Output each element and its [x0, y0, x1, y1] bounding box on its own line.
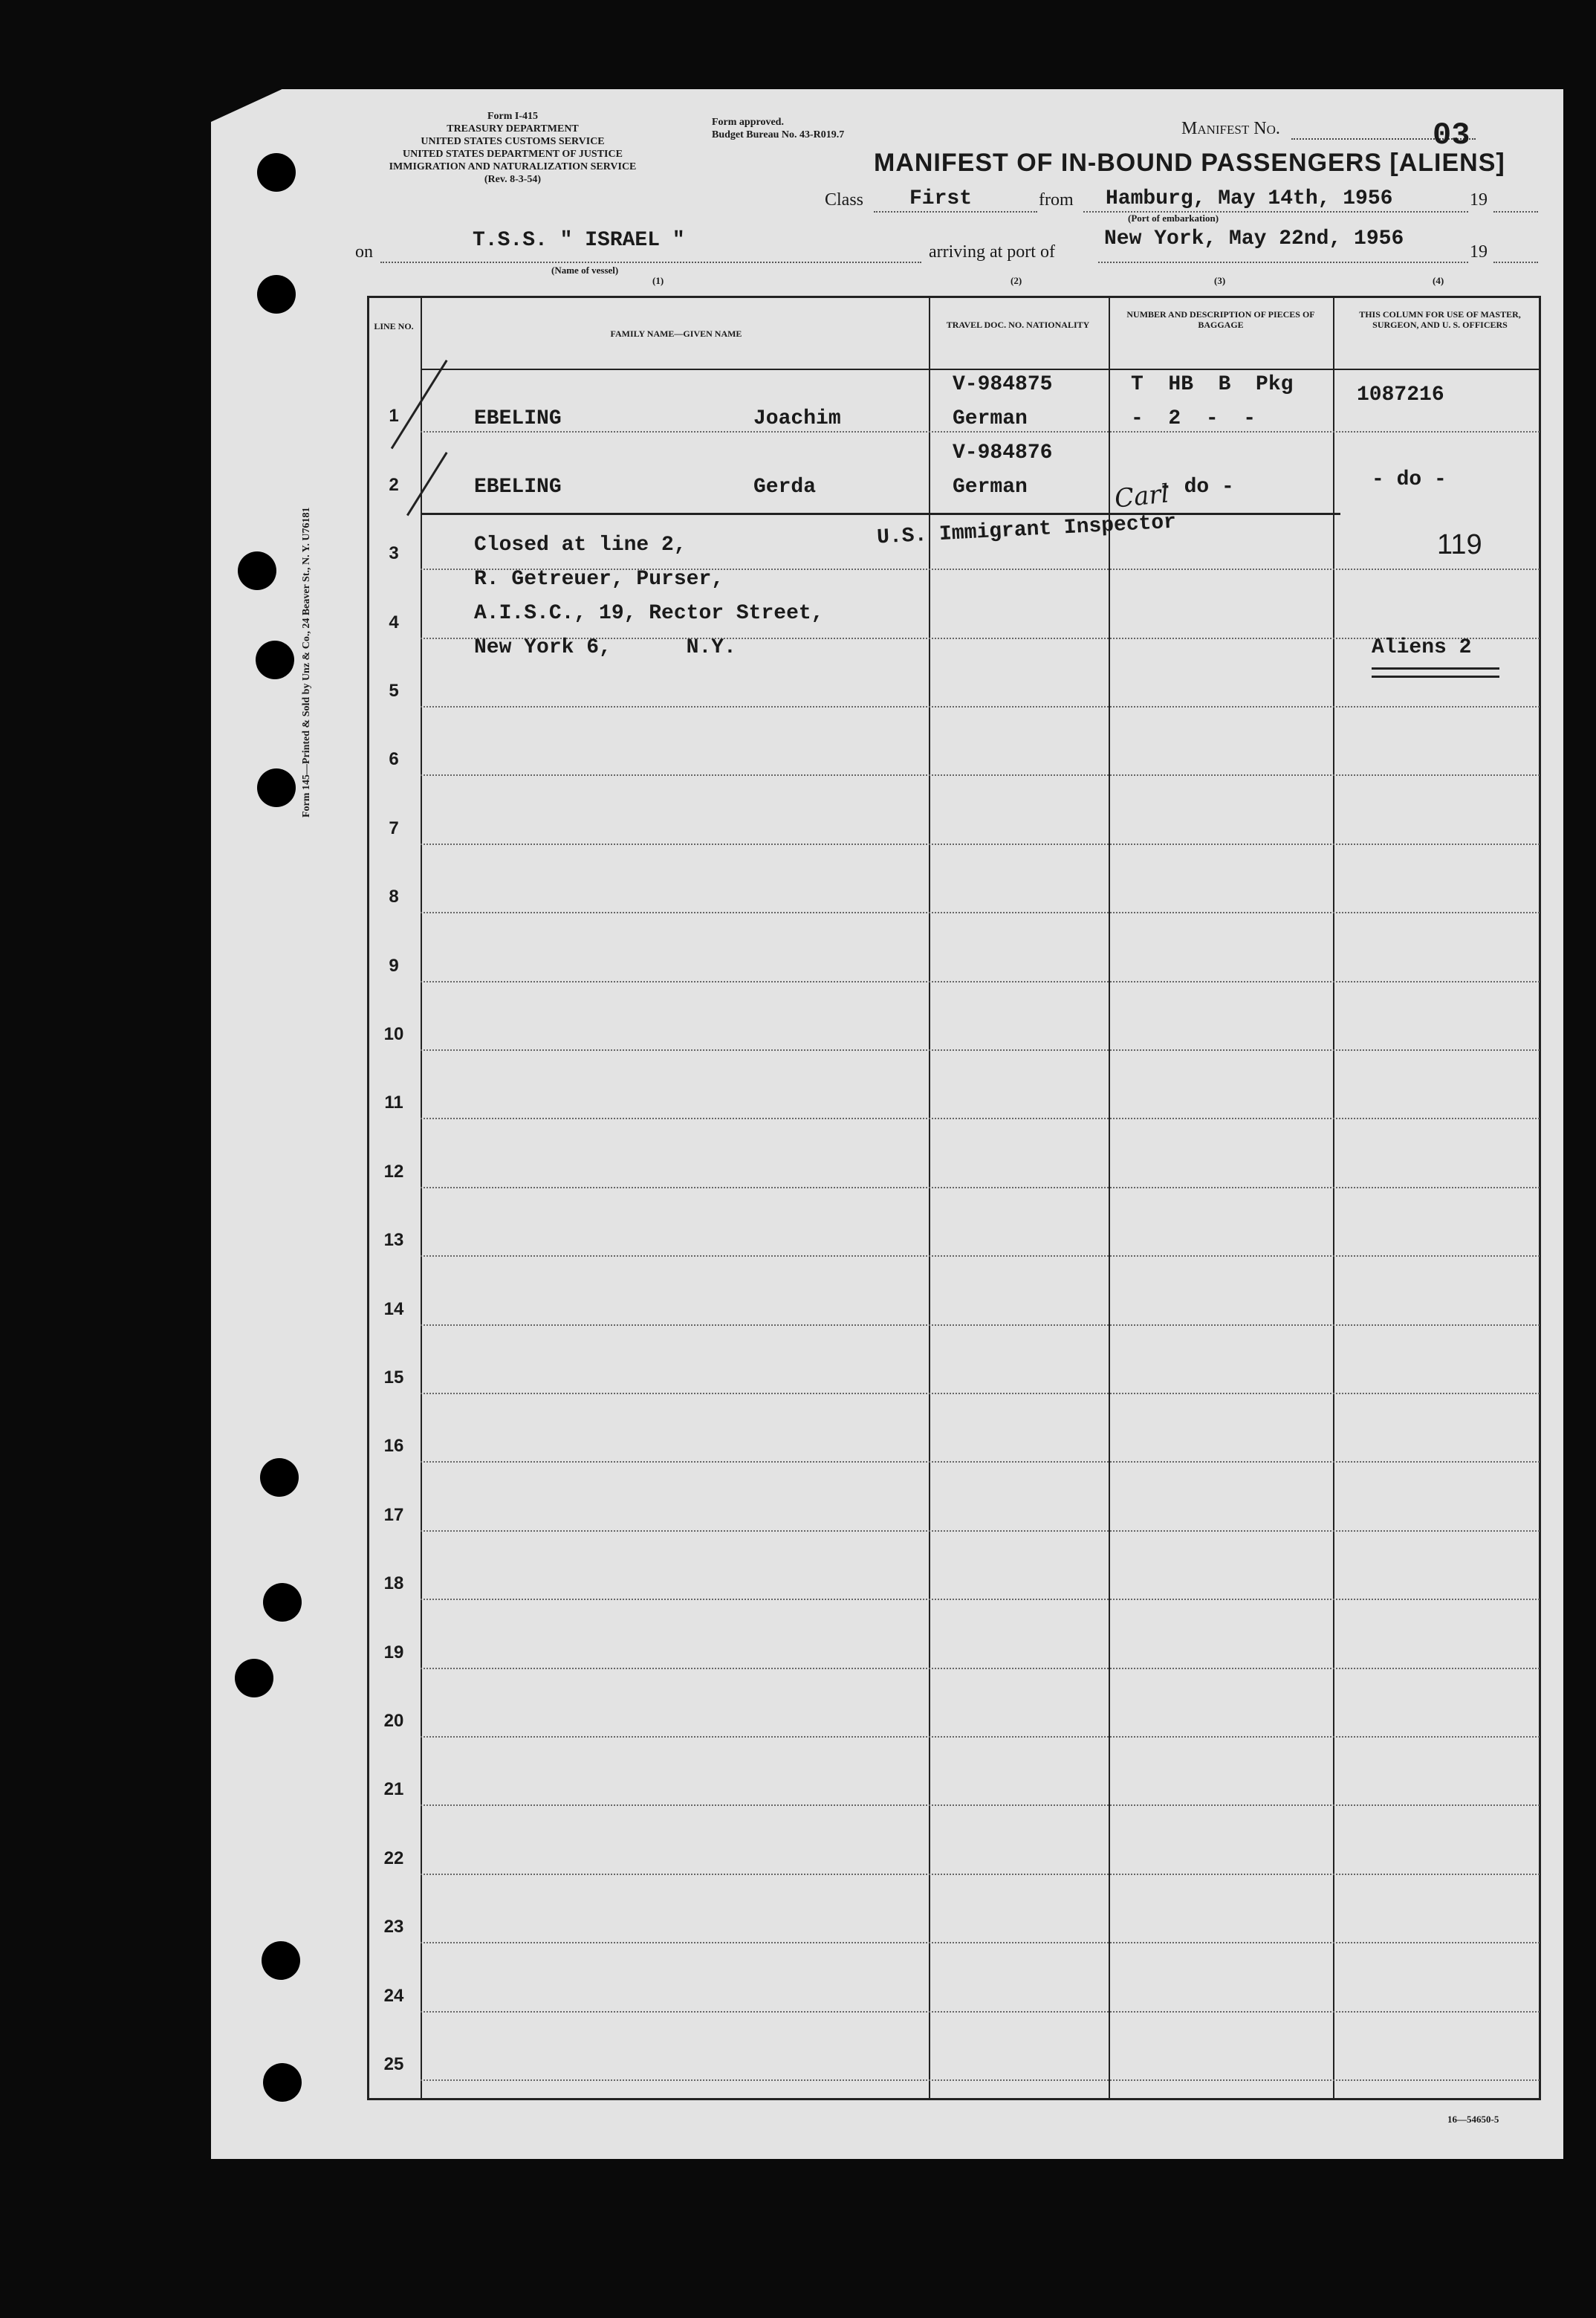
manifest-no-label: Manifest No. [1181, 119, 1280, 138]
row-rule [421, 706, 1540, 708]
year-dotline [1493, 211, 1538, 213]
row-rule [421, 1530, 1540, 1532]
port-note: (Port of embarkation) [1128, 213, 1219, 224]
col-header-line: LINE NO. [374, 321, 414, 331]
officer-ditto: - do - [1372, 468, 1447, 491]
baggage-count: - do - [1159, 476, 1234, 499]
col-num: (4) [1433, 275, 1444, 286]
line-number: 2 [389, 474, 399, 495]
closing-line: R. Getreuer, Purser, [474, 568, 724, 591]
given-name: Gerda [753, 476, 817, 499]
col-num: (1) [652, 275, 664, 286]
punch-hole [235, 1659, 273, 1697]
row-rule [421, 1461, 1540, 1463]
header-rule [421, 369, 1540, 370]
row-rule [421, 1187, 1540, 1188]
col-divider [421, 296, 422, 2100]
closing-line: A.I.S.C., 19, Rector Street, [474, 602, 824, 625]
travel-doc: V-984876 [953, 441, 1053, 464]
punch-hole [257, 768, 296, 807]
col-header-officers: THIS COLUMN FOR USE OF MASTER, SURGEON, AND U. S. OFFICERS [1359, 309, 1521, 330]
row-rule [421, 1599, 1540, 1600]
family-name: EBELING [474, 476, 562, 499]
from-value: Hamburg, May 14th, 1956 [1106, 187, 1393, 210]
inspector-title: U.S. Immigrant Inspector [876, 511, 1177, 550]
punch-hole [260, 1458, 299, 1497]
year-dotline [1493, 262, 1538, 263]
punch-hole [257, 275, 296, 314]
page-title: MANIFEST OF IN-BOUND PASSENGERS [ALIENS] [874, 149, 1505, 177]
form-approval: Form approved. Budget Bureau No. 43-R019.7 [712, 117, 845, 140]
punch-hole [256, 641, 294, 679]
col-divider [1333, 296, 1334, 2100]
line-number: 1 [389, 406, 399, 427]
line-number: 20 [383, 1711, 404, 1731]
col-header-travel: TRAVEL DOC. NO. NATIONALITY [946, 320, 1090, 330]
col-num: (3) [1214, 275, 1226, 286]
row-rule [421, 912, 1540, 913]
row-rule [421, 1255, 1540, 1257]
line-number: 5 [389, 681, 399, 701]
line-number: 19 [383, 1642, 404, 1663]
vessel-note: (Name of vessel) [551, 265, 619, 276]
row-rule [421, 1804, 1540, 1806]
baggage-types: T HB B Pkg [1131, 373, 1294, 396]
row-rule [421, 844, 1540, 845]
footer-code: 16—54650-5 [1447, 2114, 1499, 2125]
line-number: 10 [383, 1024, 404, 1044]
officer-count: 119 [1437, 529, 1482, 560]
line-number: 3 [389, 543, 399, 564]
line-number: 14 [383, 1298, 404, 1319]
baggage-count: - 2 - - [1131, 407, 1256, 430]
nationality: German [953, 476, 1028, 499]
row-rule [421, 1118, 1540, 1119]
col-header-name: FAMILY NAME—GIVEN NAME [610, 328, 742, 339]
line-number: 16 [383, 1436, 404, 1457]
inspector-signature: Carl [1113, 479, 1171, 514]
class-value: First [909, 187, 973, 210]
line-number: 15 [383, 1367, 404, 1388]
row-rule [421, 1874, 1540, 1875]
line-number: 22 [383, 1848, 404, 1868]
row-rule [421, 2079, 1540, 2081]
col-divider [929, 296, 930, 2100]
total-underline [1372, 667, 1499, 678]
nationality: German [953, 407, 1028, 430]
row-rule [421, 1736, 1540, 1738]
row-rule [421, 981, 1540, 982]
line-number: 9 [389, 955, 399, 976]
class-label: Class [825, 190, 864, 210]
officer-number: 1087216 [1357, 383, 1444, 407]
arrival-dotline [1098, 262, 1468, 263]
row-rule [421, 1668, 1540, 1669]
line-number: 8 [389, 887, 399, 907]
row-rule [421, 2011, 1540, 2013]
manifest-no: 03 [1433, 117, 1470, 153]
line-number: 4 [389, 612, 399, 632]
vessel-name: T.S.S. " ISRAEL " [473, 229, 685, 252]
arrival-value: New York, May 22nd, 1956 [1104, 227, 1404, 250]
side-imprint: Form 145—Printed & Sold by Unz & Co., 24 Beaver St., N. Y. U76181 [301, 507, 312, 818]
closing-rule [421, 513, 1340, 515]
closing-line: New York 6, N.Y. [474, 636, 736, 659]
col-num: (2) [1011, 275, 1022, 286]
row-rule [421, 774, 1540, 776]
line-number: 11 [384, 1092, 403, 1113]
line-number: 7 [389, 818, 399, 838]
department-header: Form I-415 TREASURY DEPARTMENT UNITED STATES CUSTOMS SERVICE UNITED STATES DEPARTMENT OF JUSTICE IMMIGRATION AND NATURALIZATION SERVICE (Rev. 8-3-54) [389, 111, 637, 185]
passenger-table [367, 296, 1541, 2100]
closing-line: Closed at line 2, [474, 534, 687, 557]
row-rule [421, 1942, 1540, 1943]
col-divider [1109, 296, 1110, 2100]
row-rule [421, 1324, 1540, 1326]
year-suffix: 19 [1470, 190, 1488, 210]
class-dotline [874, 211, 1037, 213]
line-number: 17 [383, 1504, 404, 1525]
vessel-dotline [380, 262, 921, 263]
line-number: 24 [383, 1985, 404, 2006]
punch-hole [263, 1583, 302, 1622]
punch-hole [238, 551, 276, 590]
given-name: Joachim [753, 407, 841, 430]
from-label: from [1039, 190, 1074, 210]
arriving-label: arriving at port of [929, 242, 1055, 262]
line-number: 21 [383, 1779, 404, 1800]
col-header-baggage: NUMBER AND DESCRIPTION OF PIECES OF BAGGAGE [1126, 309, 1315, 330]
row-rule [421, 431, 1540, 433]
aliens-total: Aliens 2 [1372, 636, 1472, 659]
row-rule [421, 1393, 1540, 1394]
travel-doc: V-984875 [953, 373, 1053, 396]
line-number: 25 [383, 2054, 404, 2074]
year-suffix: 19 [1470, 242, 1488, 262]
row-rule [421, 1049, 1540, 1051]
torn-corner [211, 88, 285, 122]
family-name: EBELING [474, 407, 562, 430]
punch-hole [257, 153, 296, 192]
line-number: 23 [383, 1917, 404, 1937]
line-number: 6 [389, 749, 399, 770]
punch-hole [263, 2063, 302, 2102]
line-number: 13 [383, 1230, 404, 1251]
line-number: 12 [383, 1161, 404, 1182]
line-number: 18 [383, 1573, 404, 1594]
punch-hole [262, 1941, 300, 1980]
on-label: on [355, 242, 373, 262]
